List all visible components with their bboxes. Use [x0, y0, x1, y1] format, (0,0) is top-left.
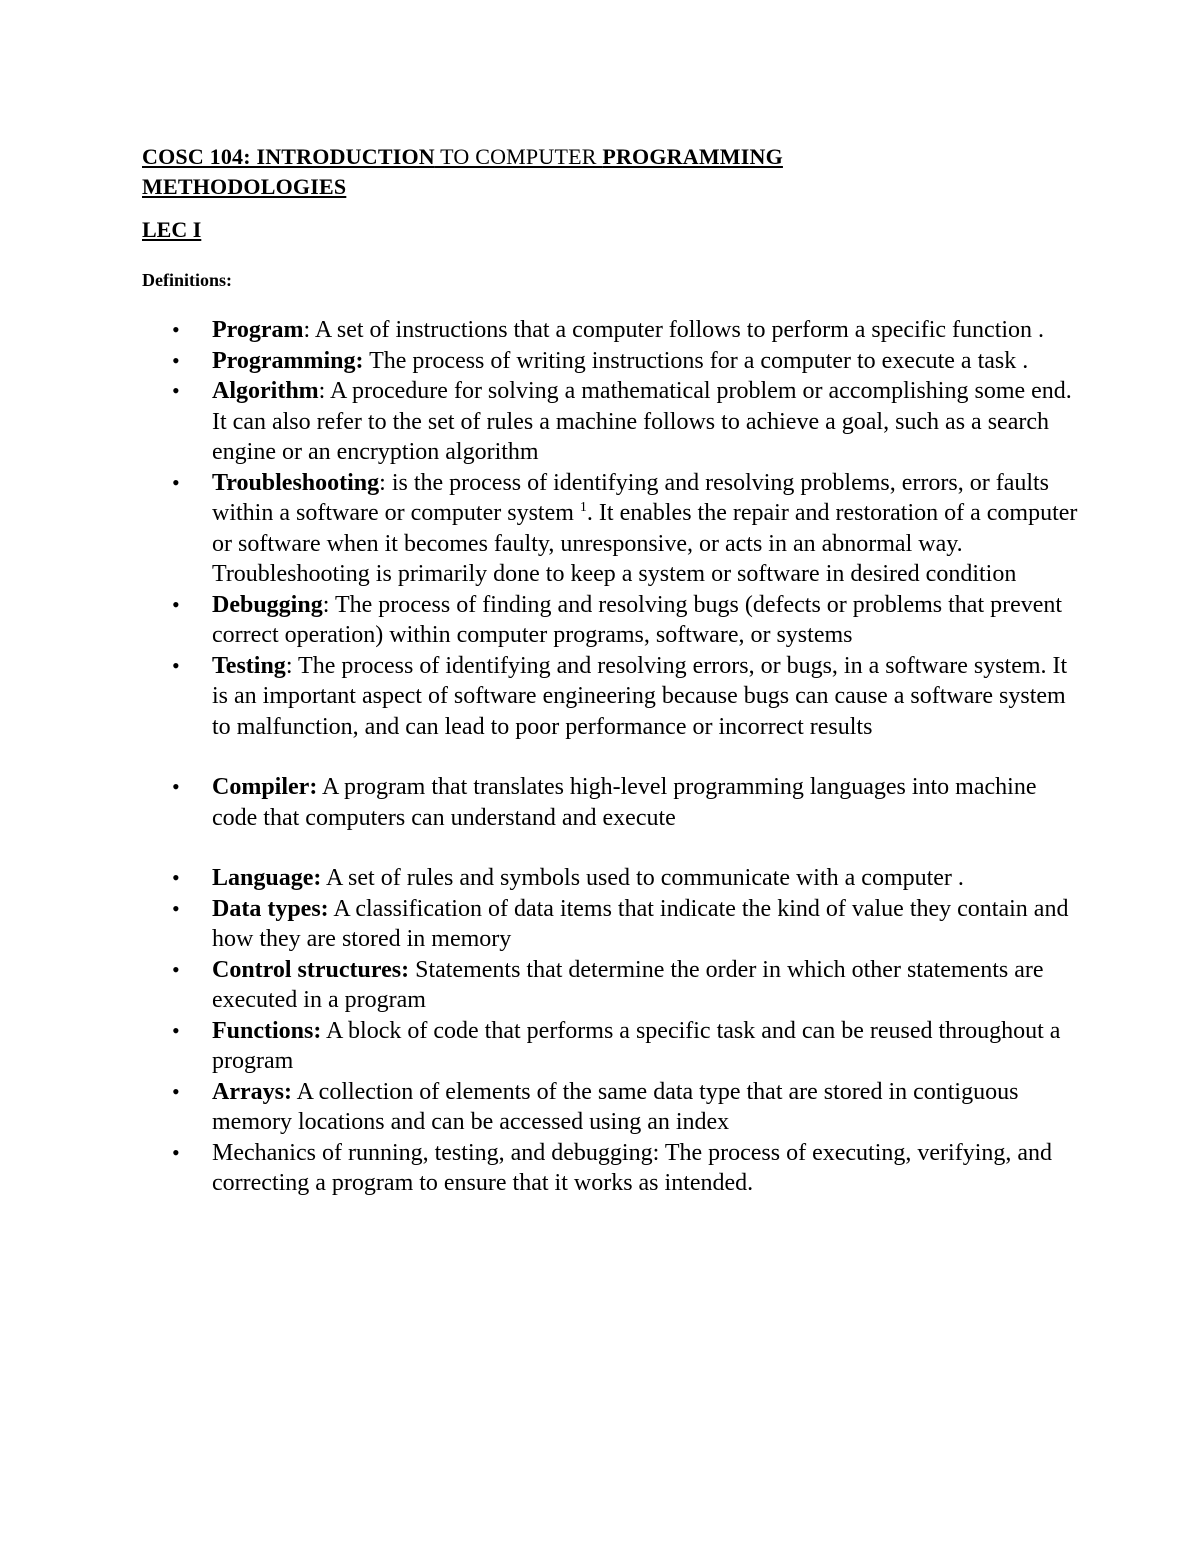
definition-item-arrays	[142, 1077, 1082, 1138]
definition-separator: :	[379, 469, 392, 496]
definition-separator: :	[285, 652, 299, 679]
bullet-icon: •	[172, 865, 180, 890]
definition-text: A procedure for solving a mathematical problem or accomplishing some end. It can also refer to the set of rules a machine follows to achieve a goal, such as a search engine or an encryption algorithm	[212, 378, 1072, 465]
definition-item-algorithm	[142, 376, 1082, 468]
bullet-icon: •	[172, 317, 180, 342]
definition-text: A classification of data items that indicate the kind of value they contain and how they are stored in memory	[212, 895, 1069, 952]
definition-term: Compiler:	[212, 774, 318, 800]
definition-item-mechanics	[142, 1138, 1082, 1199]
lecture-heading: LEC I	[142, 217, 202, 242]
definition-text: is the process of identifying and resolving problems, errors, or faults within a software or computer system	[212, 469, 1050, 526]
definition-term: Testing	[212, 652, 286, 679]
definition-text: Statements that determine the order in which other statements are executed in a program	[212, 956, 1044, 1013]
bullet-icon: •	[172, 956, 180, 982]
definitions-label: Definitions:	[142, 270, 232, 290]
bullet-icon: •	[172, 347, 180, 373]
definition-term: Control structures:	[212, 956, 410, 983]
definition-text-continued: . It enables the repair and restoration of a computer or software when it becomes faulty, unresponsive, or acts in an abnormal way. Troubleshooting is primarily done to keep a system or software in desired condition	[212, 500, 1078, 587]
course-title-part-3: PROGRAMMING METHODOLOGIES	[142, 144, 783, 199]
definition-text: The process of identifying and resolving errors, or bugs, in a software system. It is an important aspect of software engineering because bugs can cause a software system to malfunction, and can lead to poor performance or incorrect results	[212, 652, 1068, 740]
course-title-part-2: TO COMPUTER	[434, 144, 603, 169]
definition-text: The process of finding and resolving bugs (defects or problems that prevent correct operation) within computer programs, software, or systems	[212, 591, 1063, 648]
bullet-icon: •	[172, 591, 180, 617]
definition-item-compiler	[142, 772, 1082, 833]
definition-item-testing	[142, 651, 1082, 743]
course-title	[142, 142, 962, 202]
bullet-icon: •	[172, 1017, 180, 1043]
bullet-icon: •	[172, 652, 180, 678]
course-title-part-1: COSC 104: INTRODUCTION	[142, 144, 435, 169]
definition-item-program	[142, 315, 1082, 346]
definition-term: Arrays:	[212, 1078, 292, 1105]
definition-separator: :	[318, 378, 330, 404]
definition-term: Algorithm	[212, 378, 319, 404]
footnote-reference[interactable]: 1	[579, 500, 587, 515]
definition-text: Mechanics of running, testing, and debugging: The process of executing, verifying, and correcting a program to ensure that it works as intended.	[212, 1139, 1053, 1196]
definition-item-troubleshooting	[142, 468, 1082, 590]
definition-separator: :	[303, 317, 315, 343]
definition-term: Functions:	[212, 1017, 322, 1044]
definition-term: Language:	[212, 865, 322, 891]
bullet-icon: •	[172, 1139, 180, 1165]
definition-item-debugging	[142, 590, 1082, 651]
definition-term: Debugging	[212, 591, 323, 618]
definition-text: A program that translates high-level programming languages into machine code that computers can understand and execute	[212, 774, 1037, 831]
bullet-icon: •	[172, 895, 180, 921]
definition-item-language	[142, 863, 1082, 894]
bullet-icon: •	[172, 1078, 180, 1104]
definition-text: A block of code that performs a specific task and can be reused throughout a program	[212, 1017, 1061, 1074]
definition-text: The process of writing instructions for a computer to execute a task .	[369, 347, 1029, 374]
definition-item-programming	[142, 346, 1082, 377]
bullet-icon: •	[172, 378, 180, 403]
definition-term: Data types:	[212, 895, 329, 922]
definition-term: Programming:	[212, 347, 364, 374]
bullet-icon: •	[172, 469, 180, 495]
definition-text: A set of instructions that a computer follows to perform a specific function .	[314, 317, 1045, 343]
definition-item-functions	[142, 1016, 1082, 1077]
definition-term: Program	[212, 317, 304, 343]
definition-text: A collection of elements of the same data type that are stored in contiguous memory locations and can be accessed using an index	[212, 1078, 1019, 1135]
definition-term: Troubleshooting	[212, 469, 380, 496]
definition-text: A set of rules and symbols used to communicate with a computer .	[326, 865, 964, 891]
definition-separator: :	[322, 591, 335, 618]
bullet-icon: •	[172, 774, 180, 799]
definition-item-control-structures	[142, 955, 1082, 1016]
definition-item-data-types	[142, 894, 1082, 955]
definitions-list	[142, 315, 1082, 1199]
